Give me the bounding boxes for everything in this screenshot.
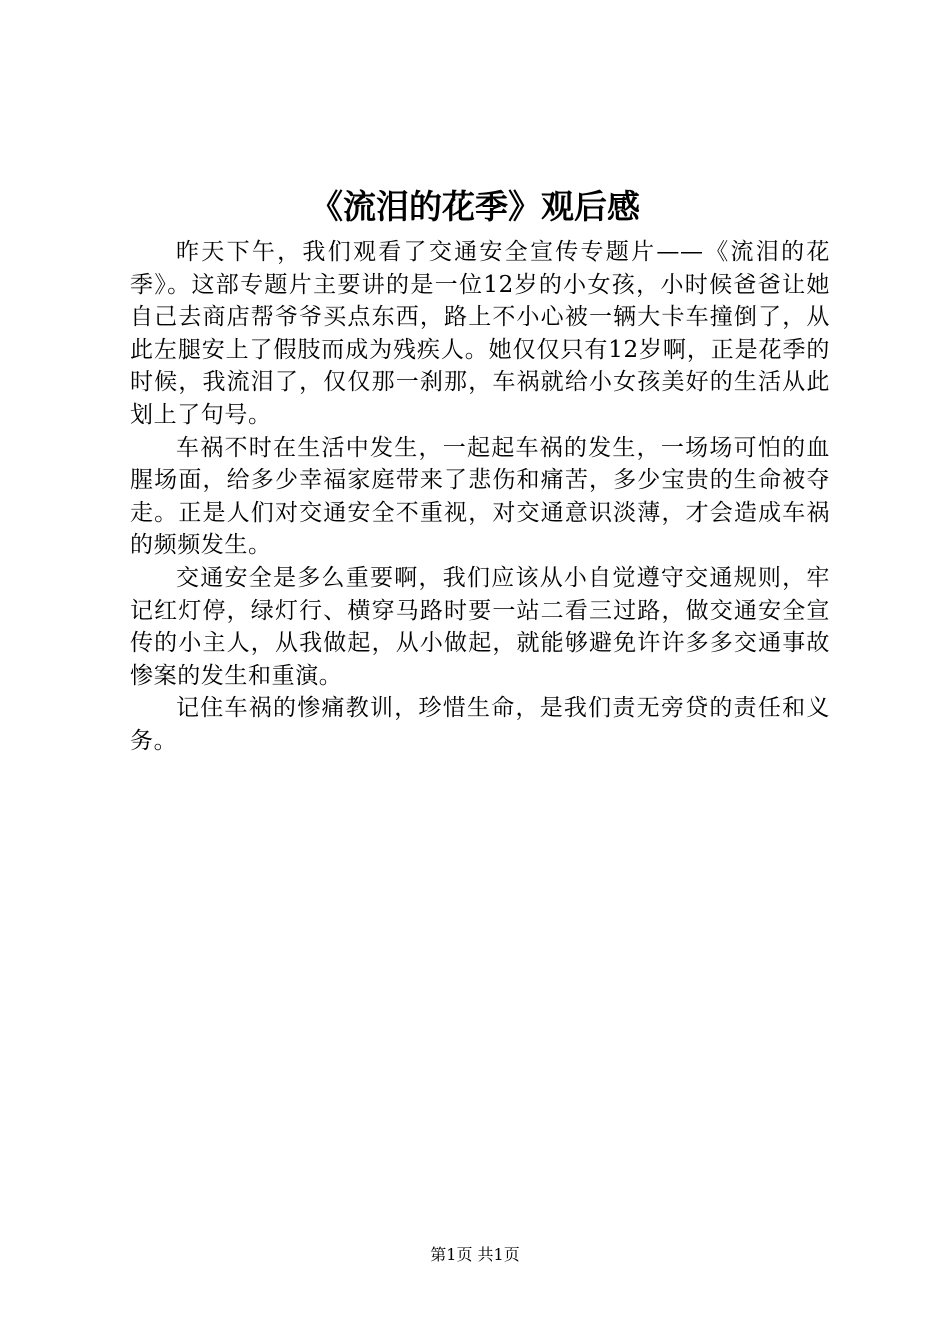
- page-footer: 第1页 共1页: [430, 1245, 520, 1264]
- paragraph-4: 记住车祸的惨痛教训，珍惜生命，是我们责无旁贷的责任和义务。: [130, 695, 830, 754]
- paragraph-3: 交通安全是多么重要啊，我们应该从小自觉遵守交通规则，牢记红灯停，绿灯行、横穿马路时要一站二看三过路，做交通安全宣传的小主人，从我做起，从小做起，就能够避免许许多多交通事故惨案的发生和重演。: [130, 564, 830, 689]
- paragraph-1: 昨天下午，我们观看了交通安全宣传专题片——《流泪的花季》。这部专题片主要讲的是一位12岁的小女孩，小时候爸爸让她自己去商店帮爷爷买点东西，路上不小心被一辆大卡车撞倒了，从此左腿安上了假肢而成为残疾人。她仅仅只有12岁啊，正是花季的时候，我流泪了，仅仅那一刹那，车祸就给小女孩美好的生活从此划上了句号。: [130, 239, 830, 428]
- paragraph-2: 车祸不时在生活中发生，一起起车祸的发生，一场场可怕的血腥场面，给多少幸福家庭带来了悲伤和痛苦，多少宝贵的生命被夺走。正是人们对交通安全不重视，对交通意识淡薄，才会造成车祸的频频发生。: [130, 434, 830, 559]
- document-body: [130, 236, 830, 758]
- document-title: 《流泪的花季》观后感: [310, 187, 640, 226]
